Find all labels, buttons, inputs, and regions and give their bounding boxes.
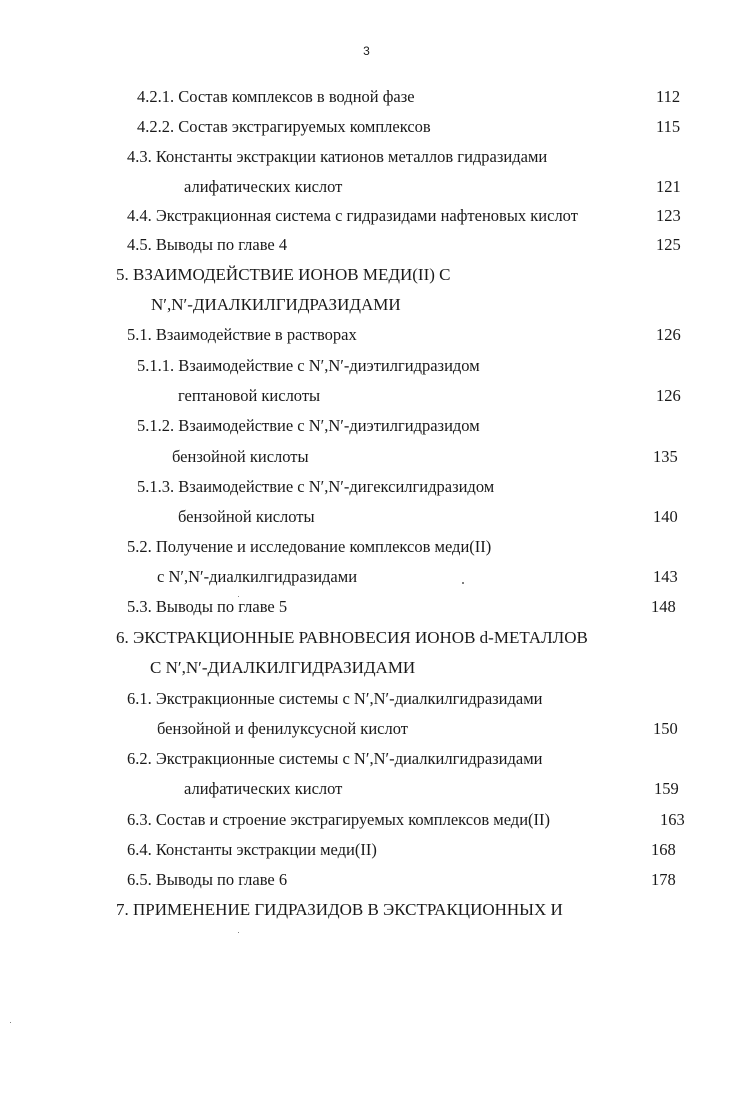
toc-entry-text: 6.4. Константы экстракции меди(II) bbox=[127, 840, 377, 859]
toc-entry-text: 5. ВЗАИМОДЕЙСТВИЕ ИОНОВ МЕДИ(II) С bbox=[116, 265, 451, 284]
toc-entry-text: алифатических кислот bbox=[184, 177, 343, 196]
toc-entry-text: 7. ПРИМЕНЕНИЕ ГИДРАЗИДОВ В ЭКСТРАКЦИОННЫХ И bbox=[116, 900, 563, 919]
scan-speck bbox=[238, 932, 239, 933]
toc-entry-page: 168 bbox=[651, 840, 676, 859]
toc-line bbox=[137, 116, 687, 138]
toc-entry-text: 6. ЭКСТРАКЦИОННЫЕ РАВНОВЕСИЯ ИОНОВ d-МЕТАЛЛОВ bbox=[116, 628, 588, 647]
toc-line bbox=[127, 324, 687, 346]
toc-entry-page: 112 bbox=[656, 87, 681, 106]
toc-entry-text: с N′,N′-диалкилгидразидами bbox=[157, 567, 358, 586]
toc-entry-text: 6.5. Выводы по главе 6 bbox=[127, 870, 288, 889]
toc-entry-text: С N′,N′-ДИАЛКИЛГИДРАЗИДАМИ bbox=[150, 658, 416, 677]
toc-entry-text: 5.1. Взаимодействие в растворах bbox=[127, 325, 357, 344]
toc-entry-page: 178 bbox=[651, 870, 676, 889]
toc-entry-text: 6.2. Экстракционные системы с N′,N′-диалкилгидразидами bbox=[127, 749, 543, 768]
toc-line bbox=[137, 415, 687, 437]
toc-entry-page: 115 bbox=[656, 117, 681, 136]
toc-line bbox=[127, 688, 687, 710]
toc-entry-page: 135 bbox=[653, 447, 678, 466]
toc-line bbox=[127, 869, 687, 891]
toc-line bbox=[178, 506, 687, 528]
toc-entry-page: 143 bbox=[653, 567, 678, 586]
toc-chapter-heading bbox=[116, 899, 687, 921]
toc-line bbox=[184, 176, 687, 198]
toc-entry-text: 4.3. Константы экстракции катионов металлов гидразидами bbox=[127, 147, 548, 166]
toc-entry-page: 148 bbox=[651, 597, 676, 616]
toc-line bbox=[127, 234, 687, 256]
toc-line bbox=[137, 476, 687, 498]
toc-line bbox=[157, 566, 687, 588]
toc-line bbox=[127, 748, 687, 770]
toc-line bbox=[127, 839, 687, 861]
toc-chapter-heading bbox=[116, 264, 687, 286]
toc-chapter-heading bbox=[150, 657, 687, 679]
toc-entry-text: 5.1.3. Взаимодействие с N′,N′-дигексилгидразидом bbox=[137, 477, 495, 496]
toc-entry-page: 140 bbox=[653, 507, 678, 526]
toc-line bbox=[127, 146, 687, 168]
toc-entry-text: 4.5. Выводы по главе 4 bbox=[127, 235, 288, 254]
toc-line bbox=[127, 809, 687, 831]
toc-entry-text: 5.3. Выводы по главе 5 bbox=[127, 597, 288, 616]
toc-entry-page: 163 bbox=[660, 810, 685, 829]
toc-line bbox=[127, 596, 687, 618]
toc-entry-page: 150 bbox=[653, 719, 678, 738]
toc-entry-text: 5.2. Получение и исследование комплексов меди(II) bbox=[127, 537, 492, 556]
toc-line bbox=[127, 536, 687, 558]
toc-entry-text: бензойной и фенилуксусной кислот bbox=[157, 719, 408, 738]
toc-entry-page: 123 bbox=[656, 206, 681, 225]
toc-entry-text: бензойной кислоты bbox=[178, 507, 315, 526]
scan-speck bbox=[462, 582, 464, 584]
toc-entry-text: 6.1. Экстракционные системы с N′,N′-диалкилгидразидами bbox=[127, 689, 543, 708]
toc-entry-page: 126 bbox=[656, 386, 681, 405]
toc-entry-text: N′,N′-ДИАЛКИЛГИДРАЗИДАМИ bbox=[151, 295, 401, 314]
toc-line bbox=[157, 718, 687, 740]
toc-entry-text: гептановой кислоты bbox=[178, 386, 321, 405]
toc-entry-text: 4.4. Экстракционная система с гидразидами нафтеновых кислот bbox=[127, 206, 578, 225]
toc-entry-page: 121 bbox=[656, 177, 681, 196]
page-number: 3 bbox=[363, 44, 370, 58]
scan-speck bbox=[238, 596, 239, 597]
toc-entry-text: алифатических кислот bbox=[184, 779, 343, 798]
toc-entry-text: 5.1.1. Взаимодействие с N′,N′-диэтилгидразидом bbox=[137, 356, 480, 375]
toc-line bbox=[184, 778, 687, 800]
toc-entry-page: 126 bbox=[656, 325, 681, 344]
toc-entry-page: 159 bbox=[654, 779, 679, 798]
toc-line bbox=[127, 205, 687, 227]
toc-entry-text: 4.2.1. Состав комплексов в водной фазе bbox=[137, 87, 415, 106]
toc-line bbox=[137, 86, 687, 108]
toc-line bbox=[172, 446, 687, 468]
toc-line bbox=[178, 385, 687, 407]
toc-entry-text: 5.1.2. Взаимодействие с N′,N′-диэтилгидразидом bbox=[137, 416, 480, 435]
toc-entry-text: 6.3. Состав и строение экстрагируемых комплексов меди(II) bbox=[127, 810, 551, 829]
toc-entry-text: бензойной кислоты bbox=[172, 447, 309, 466]
toc-entry-page: 125 bbox=[656, 235, 681, 254]
toc-chapter-heading bbox=[151, 294, 687, 316]
toc-line bbox=[137, 355, 687, 377]
toc-entry-text: 4.2.2. Состав экстрагируемых комплексов bbox=[137, 117, 431, 136]
scan-speck bbox=[10, 1022, 11, 1023]
toc-chapter-heading bbox=[116, 627, 687, 649]
